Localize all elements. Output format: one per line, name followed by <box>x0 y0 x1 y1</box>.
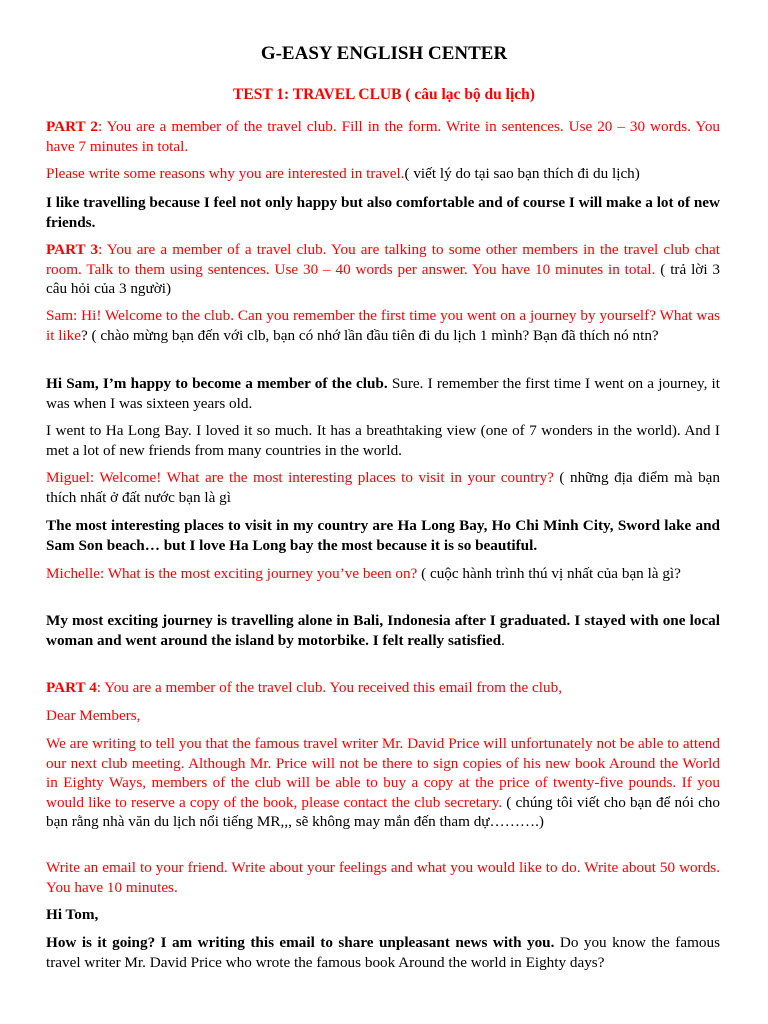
email-body-text: We are writing to tell you that the famous travel writer Mr. David Price will unfortunately not be able to attend our next club meeting. Although Mr. Price will not be there to sign copies of his new book Around the World in Eighty Ways, members of the club will be able to buy a copy at the price of twenty-five pounds. If you would like to reserve a copy of the book, please contact the club secretary. <box>46 735 720 811</box>
email-salutation: Dear Members, <box>46 707 141 724</box>
part3-question-miguel <box>46 468 720 507</box>
part3-answer-sam-p2: I went to Ha Long Bay. I loved it so much. It has a breathtaking view (one of 7 wonders in the world). And I met a lot of new friends from many countries in the world. <box>46 422 720 459</box>
part3-instruction-note: ( trả lời 3 câu hỏi của 3 người) <box>46 260 720 298</box>
test-title: TEST 1: TRAVEL CLUB ( câu lạc bộ du lịch) <box>233 86 535 103</box>
page-title: G-EASY ENGLISH CENTER <box>260 43 508 64</box>
reply-rest: Do you know the famous travel writer Mr. David Price who wrote the famous book Around the world in Eighty days? <box>46 934 721 971</box>
part3-answer-sam <box>46 374 720 413</box>
part2-instruction <box>46 117 720 156</box>
q2-note: ( những địa điểm mà bạn thích nhất ở đất nước bạn là gì <box>46 469 720 506</box>
a1-rest: Sure. I remember the first time I went on a journey, it was when I was sixteen years old. <box>46 375 720 412</box>
email-body <box>46 734 720 832</box>
reply-greeting: Hi Tom, <box>46 906 99 923</box>
part3-answer-miguel: The most interesting places to visit in my country are Ha Long Bay, Ho Chi Minh City, Sword lake and Sam Son beach… but I love Ha Long bay the most because it is so beautiful. <box>46 517 720 554</box>
part2-instruction-text: : You are a member of the travel club. Fill in the form. Write in sentences. Use 20 – 30 words. You have 7 minutes in total. <box>46 118 721 155</box>
part2-label: PART 2 <box>46 118 98 135</box>
part2-question-note: ( viết lý do tại sao bạn thích đi du lịch) <box>404 165 640 182</box>
part4-task: Write an email to your friend. Write about your feelings and what you would like to do. Write about 50 words. You have 10 minutes. <box>46 859 720 896</box>
part3-instruction-text: : You are a member of a travel club. You are talking to some other members in the travel club chat room. Talk to them using sentences. Use 30 – 40 words per answer. You have 10 minutes in total. <box>46 241 720 278</box>
part2-question-text: Please write some reasons why you are interested in travel. <box>46 165 405 182</box>
a1-bold: Hi Sam, I’m happy to become a member of the club. <box>46 375 388 392</box>
reply-bold: How is it going? I am writing this email to share unpleasant news with you. <box>46 934 555 951</box>
q2-text: Miguel: Welcome! What are the most interesting places to visit in your country? <box>46 469 554 486</box>
part2-answer: I like travelling because I feel not only happy but also comfortable and of course I will make a lot of new friends. <box>46 194 720 231</box>
part4-instruction <box>46 678 720 698</box>
part3-label: PART 3 <box>46 241 99 258</box>
part4-instruction-text: : You are a member of the travel club. You received this email from the club, <box>96 679 562 696</box>
part4-label: PART 4 <box>46 679 97 696</box>
reply-body <box>46 933 720 972</box>
q1-note: ? ( chào mừng bạn đến với clb, bạn có nhớ lần đầu tiên đi du lịch 1 mình? Bạn đã thích nó ntn? <box>81 326 659 344</box>
part3-answer-michelle <box>46 611 720 650</box>
q3-text: Michelle: What is the most exciting journey you’ve been on? <box>46 565 418 582</box>
a3-text: My most exciting journey is travelling alone in Bali, Indonesia after I graduated. I stayed with one local woman and went around the island by motorbike. I felt really satisfied <box>46 612 720 649</box>
q3-note: ( cuộc hành trình thú vị nhất của bạn là gì? <box>417 565 681 582</box>
part2-question <box>46 164 720 184</box>
part3-instruction <box>46 240 720 299</box>
a3-end: . <box>501 631 505 649</box>
email-body-note: ( chúng tôi viết cho bạn để nói cho bạn rằng nhà văn du lịch nổi tiếng MR,,, sẽ không may mắn đến tham dự……….) <box>46 793 720 831</box>
q1-text: Sam: Hi! Welcome to the club. Can you remember the first time you went on a journey by yourself? What was it like <box>46 307 720 344</box>
part3-question-michelle <box>46 564 720 584</box>
part3-question-sam <box>46 306 720 345</box>
